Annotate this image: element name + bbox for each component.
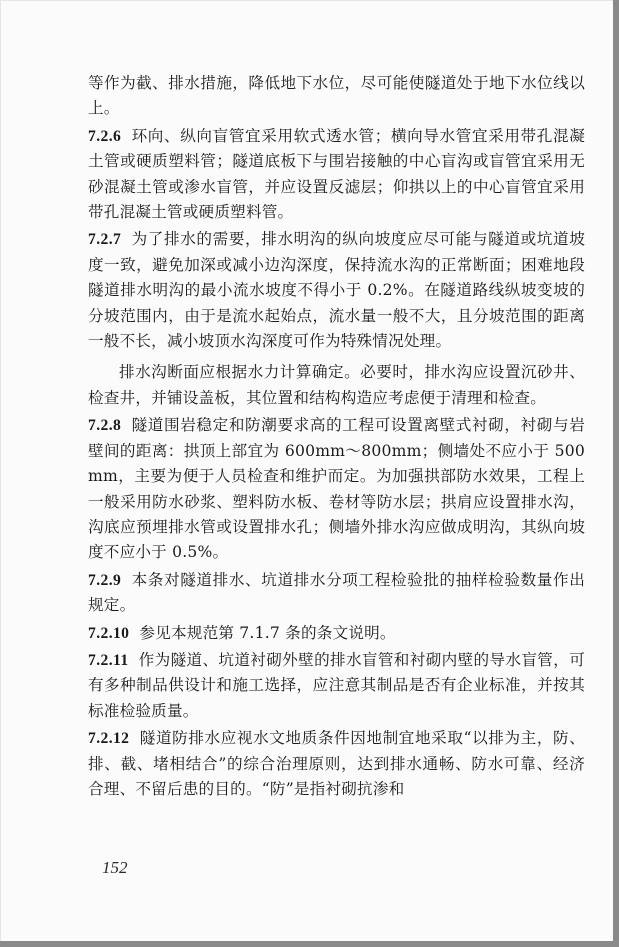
clause-7-2-11	[88, 648, 585, 724]
clause-number: 7.2.8	[88, 417, 122, 435]
clause-text: 本条对隧道排水、坑道排水分项工程检验批的抽样检验数量作出规定。	[88, 570, 585, 615]
clause-text: 作为隧道、坑道衬砌外壁的排水盲管和衬砌内壁的导水盲管，可有多种制品供设计和施工选择，应注意其制品是否有企业标准，并按其标准检验质量。	[88, 650, 585, 720]
clause-number: 7.2.11	[88, 651, 129, 669]
clause-text: 参见本规范第 7.1.7 条的条文说明。	[139, 623, 396, 642]
paragraph-text: 排水沟断面应根据水力计算确定。必要时，排水沟应设置沉砂井、检查井，并铺设盖板，其位置和结构构造应考虑便于清理和检查。	[88, 363, 585, 407]
clause-7-2-12	[88, 726, 585, 802]
clause-7-2-6	[88, 124, 585, 226]
clause-7-2-9	[88, 568, 585, 619]
clause-text: 为了排水的需要，排水明沟的纵向坡度应尽可能与隧道或坑道坡度一致，避免加深或减小边沟深度，保持流水沟的正常断面；困难地段隧道排水明沟的最小流水坡度不得小于 0.2%。在隧道路线纵坡变坡的分坡范围内，由于是流水起始点，流水量一般不大，且分坡范围的距离一般不长，减小坡顶水沟深度可作为特殊情况处理。	[88, 230, 585, 351]
clause-7-2-8	[88, 413, 585, 565]
paragraph-text: 等作为截、排水措施，降低地下水位，尽可能使隧道处于地下水位线以上。	[88, 74, 585, 118]
paragraph-intro	[88, 71, 585, 122]
clause-number: 7.2.10	[88, 624, 130, 642]
paragraph-drainage-section	[88, 360, 585, 411]
clause-7-2-7	[88, 227, 585, 354]
clause-number: 7.2.12	[88, 730, 130, 748]
document-body	[88, 71, 585, 802]
clause-text: 环向、纵向盲管宜采用软式透水管；横向导水管宜采用带孔混凝土管或硬质塑料管；隧道底板下与围岩接触的中心盲沟或盲管宜采用无砂混凝土管或渗水盲管，并应设置反滤层；仰拱以上的中心盲管宜采用带孔混凝土管或硬质塑料管。	[88, 126, 585, 222]
clause-text: 隧道围岩稳定和防潮要求高的工程可设置离壁式衬砌，衬砌与岩壁间的距离：拱顶上部宜为 600mm～800mm；侧墙处不应小于 500mm，主要为便于人员检查和维护而定。为加强拱部防水效果，工程上一般采用防水砂浆、塑料防水板、卷材等防水层；拱肩应设置排水沟，沟底应预埋排水管或设置排水孔；侧墙外排水沟应做成明沟，其纵向坡度不应小于 0.5%。	[88, 416, 585, 562]
clause-number: 7.2.9	[88, 571, 122, 589]
clause-7-2-10	[88, 621, 585, 646]
clause-number: 7.2.7	[88, 231, 122, 249]
clause-text: 隧道防排水应视水文地质条件因地制宜地采取“以排为主，防、排、截、堵相结合”的综合治理原则，达到排水通畅、防水可靠、经济合理、不留后患的目的。“防”是指衬砌抗渗和	[88, 729, 585, 798]
page-number: 152	[102, 858, 128, 877]
clause-number: 7.2.6	[88, 127, 122, 145]
